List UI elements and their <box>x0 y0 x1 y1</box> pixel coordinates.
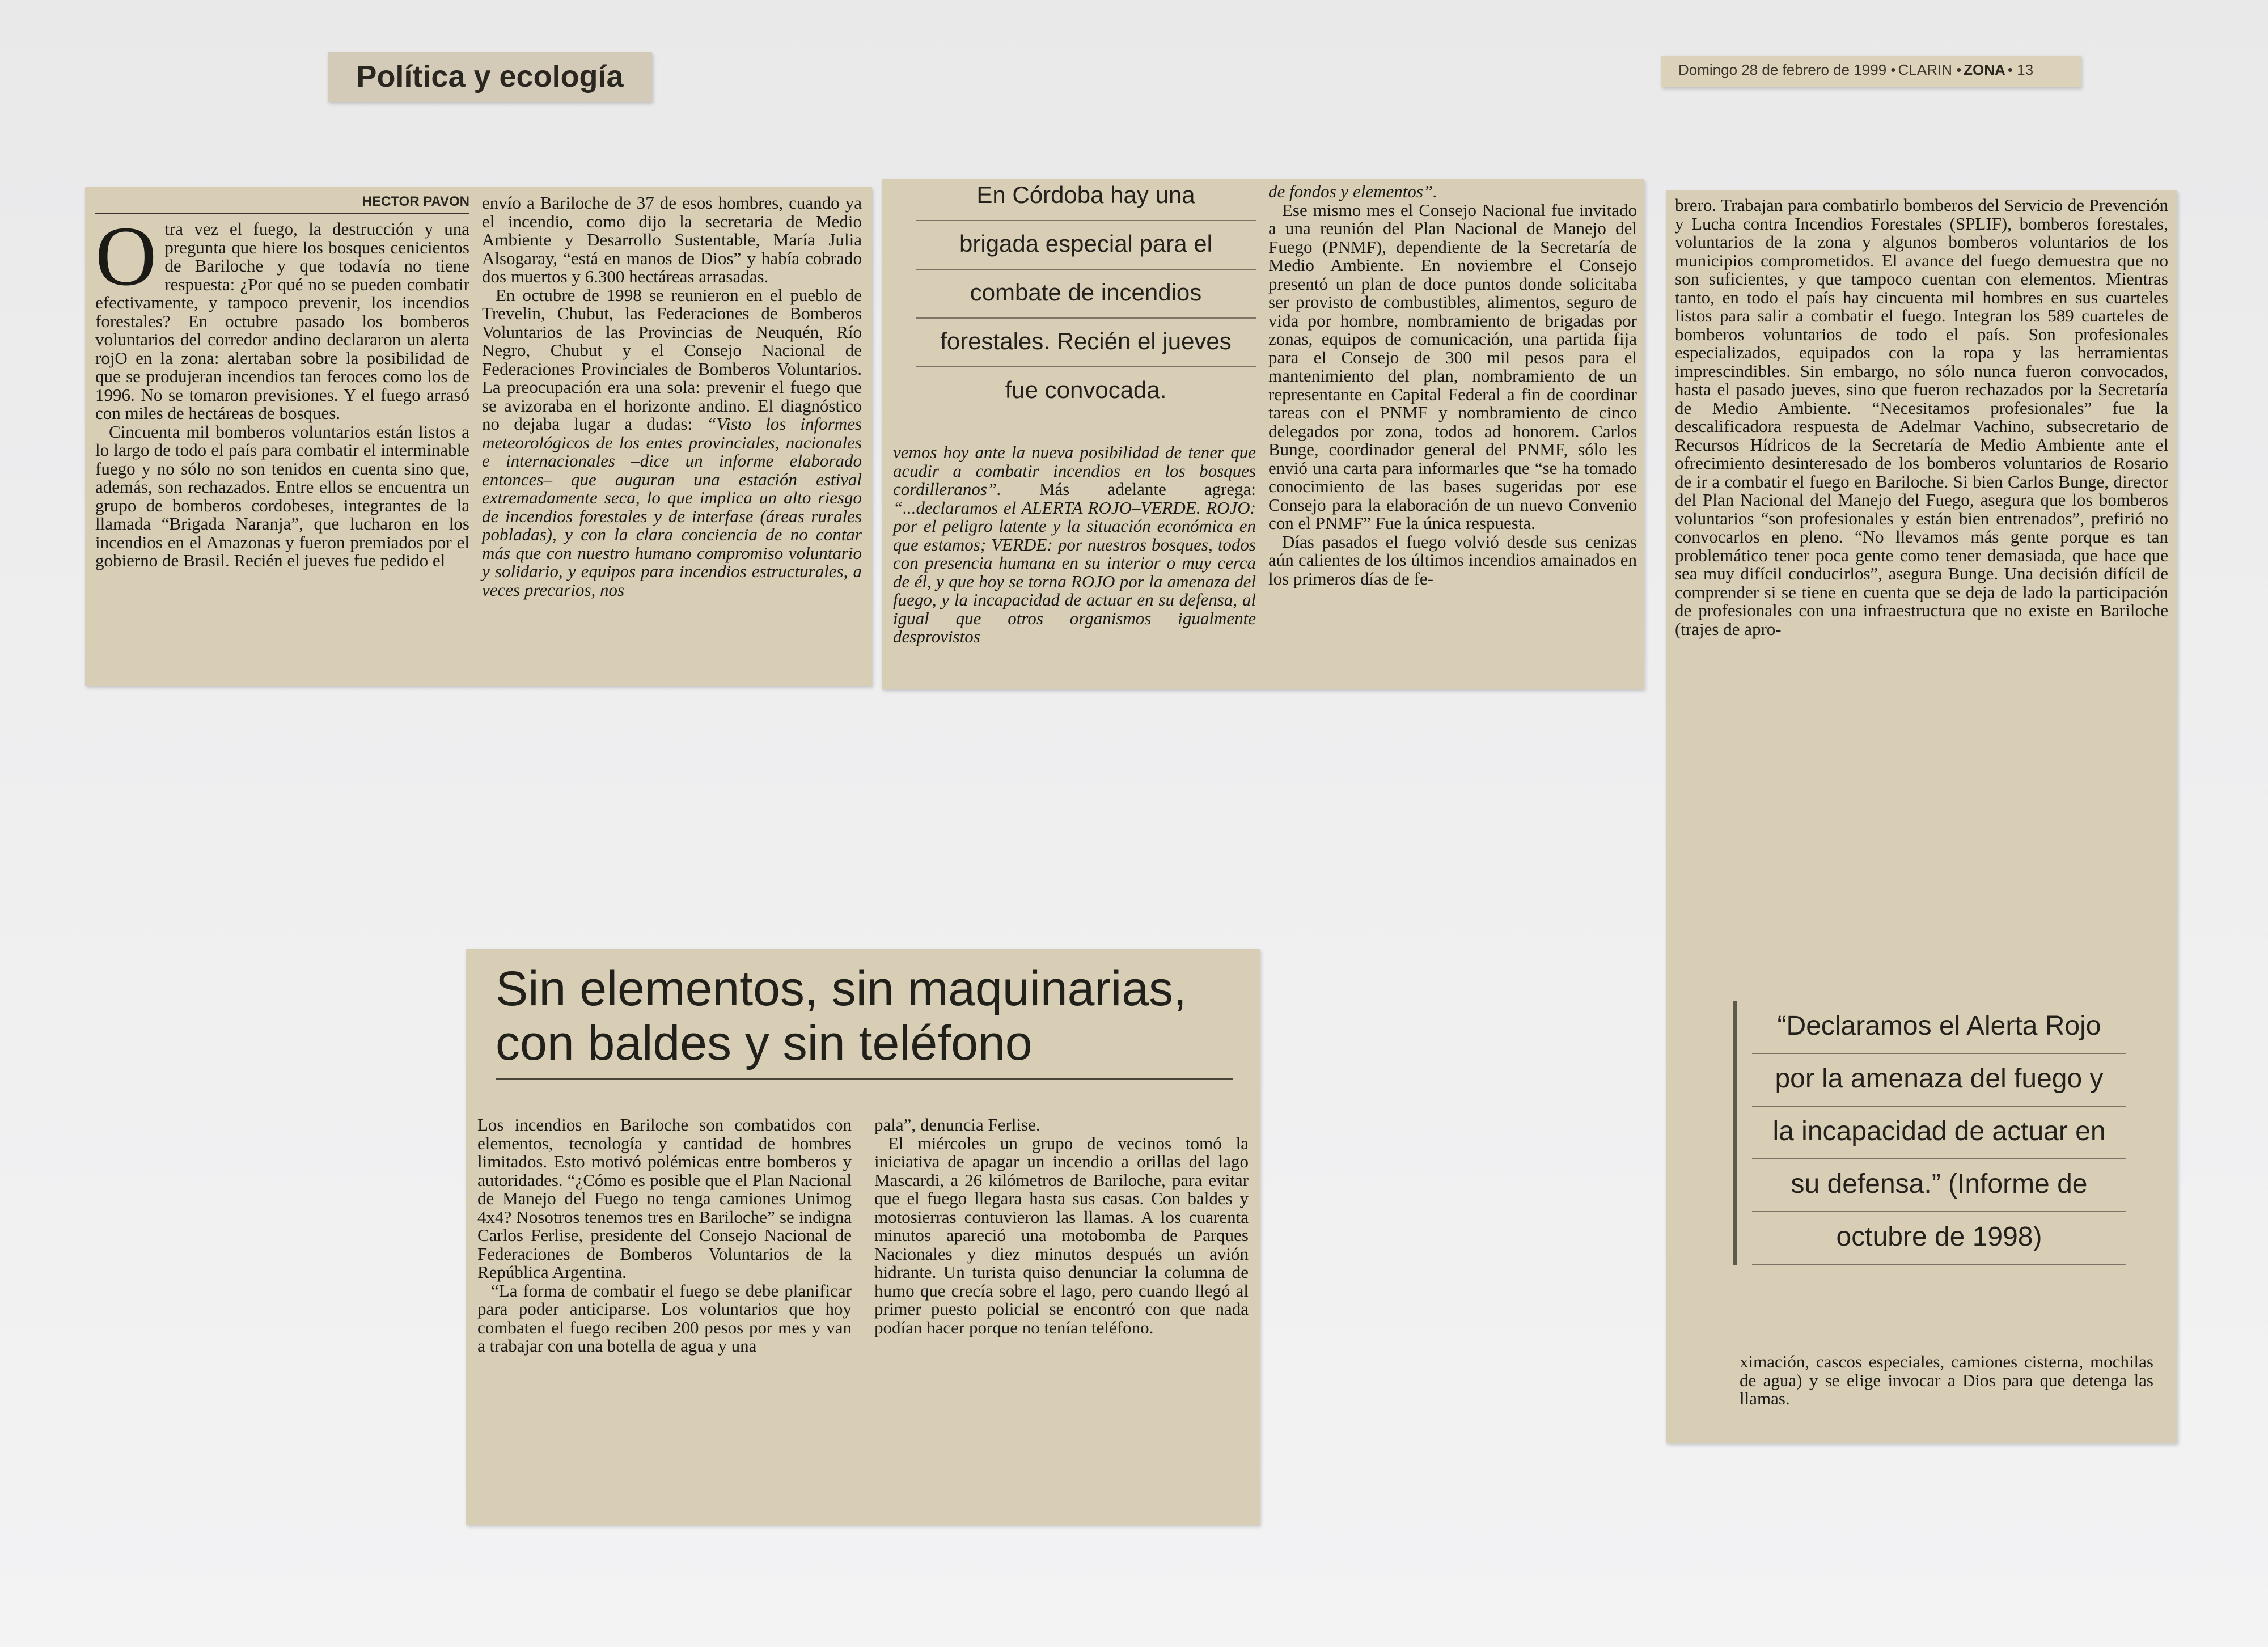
article-continued-paragraph: Ese mismo mes el Consejo Nacional fue invitado a una reunión del Plan Nacional de Manejo del Fuego (PNMF), dependiente de la Secretaría de Medio Ambiente. En noviembre el Consejo presentó un plan de doce puntos donde solicitaba ser provisto de combustibles, alimentos, seguro de vida por hombre, nombramiento de brigadas por zonas, equipos de comunicación, una partida fija para el Consejo de 300 mil pesos para el mantenimiento del plan, nombramiento de un representante en Capital Federal a fin de coordinar tareas con el PNMF y nombramiento de cinco delegados por zona, todos ad honorem. Carlos Bunge, coordinador general del PNMF, sólo les envió una carta para informarles que “se ha tomado conocimiento de las bases sugeridas por ese Consejo para la elaboración de un nuevo Convenio con el PNMF” Fue la única respuesta. <box>1268 200 1637 533</box>
folio-date: Domingo 28 de febrero de 1999 • <box>1678 61 1896 78</box>
pullquote-line: En Córdoba hay una <box>916 179 1256 221</box>
article-sidebar-paragraph: pala”, denuncia Ferlise. <box>874 1115 1040 1134</box>
article-main-paragraph: Cincuenta mil bomberos voluntarios están listos a lo largo de todo el país para combatir el interminable fuego y no sólo no son tenidos en cuenta sino que, además, son rechazados. Entre ellos se encuentra un grupo de bomberos cordobeses, integrantes de la llamada “Brigada Naranja”, que lucharon en los incendios en el Amazonas y fueron premiados por el gobierno de Brasil. Recién el jueves fue pedido el <box>95 421 469 570</box>
article-main-clip <box>85 187 872 686</box>
article-main-paragraph <box>482 286 862 600</box>
quote-line: por la amenaza del fuego y <box>1752 1054 2126 1107</box>
article-sidebar-paragraph: Los incendios en Bariloche son combatidos con elementos, tecnología y cantidad de hombres limitados. Esto motivó polémicas entre bomberos y autoridades. “¿Cómo es posible que el Plan Nacional de Manejo del Fuego no tenga camiones Unimog 4x4? Nosotros tenemos tres en Bariloche” se indigna Carlos Ferlise, presidente del Consejo Nacional de Federaciones de Bomberos Voluntarios de la República Argentina. <box>477 1115 852 1282</box>
article-main-text: En octubre de 1998 se reunieron en el pueblo de Trevelin, Chubut, las Federaciones de Bomberos Voluntarios de las Provincias de Neuquén, Río Negro, Chubut y el Consejo Nacional de Federaciones Provinciales de Bomberos Voluntarios. La preocupación era una sola: prevenir el fuego que se avizoraba en el horizonte andino. El diagnóstico no dejaba lugar a dudas: <box>482 285 862 434</box>
report-quote-text: “Visto los informes meteorológicos de los entes provinciales, nacionales e internacionales –dice un informe elaborado entonces– que auguran una estación estival extremadamente seca, lo que implica un alto riesgo de incendios forestales y de interfase (áreas rurales pobladas), y con la clara conciencia de no contar más que con nuestro humano compromiso voluntario y solidario, y equipos para incendios estructurales, a veces precarios, nos <box>482 414 862 600</box>
article-sidebar-paragraph: “La forma de combatir el fuego se debe planificar para poder anticiparse. Los voluntarios que hoy combaten el fuego reciben 200 pesos por mes y van a trabajar con una botella de agua y una <box>477 1280 852 1356</box>
quote-box <box>1733 1001 2126 1265</box>
article-sidebar-col2 <box>874 1116 1249 1337</box>
sidebar-headline <box>496 962 1233 1080</box>
article-sidebar-paragraph: El miércoles un grupo de vecinos tomó la iniciativa de apagar un incendio a orillas del lago Mascardi, a 26 kilómetros de Bariloche, para evitar que el fuego llegara hasta sus casas. Con baldes y motosierras contuvieron las llamas. A los cuarenta minutos apareció una motobomba de Parques Nacionales y diez minutos después un avión hidrante. Un turista quiso denunciar la columna de humo que crecía sobre el lago, pero cuando llegó al primer puesto policial se encontró con que nada podían hacer porque no tenían teléfono. <box>874 1133 1249 1337</box>
article-main-paragraph: envío a Bariloche de 37 de esos hombres, cuando ya el incendio, como dijo la secretaria de Medio Ambiente y Desarrollo Sustentable, María Julia Alsogaray, “está en manos de Dios” y había cobrado dos muertos y 6.300 hectáreas arrasadas. <box>482 193 862 286</box>
quote-line: su defensa.” (Informe de <box>1752 1159 2126 1212</box>
pullquote-line: forestales. Recién el jueves <box>916 319 1256 367</box>
article-main-col1 <box>95 194 469 570</box>
report-quote-text: de fondos y elementos”. <box>1268 181 1437 201</box>
folio-paper: CLARIN • <box>1898 61 1962 78</box>
section-title-clip <box>328 52 652 102</box>
headline-line: con baldes y sin teléfono <box>496 1016 1033 1070</box>
page-folio-clip <box>1661 56 2081 87</box>
article-right-bottom-text <box>1740 1353 2153 1408</box>
pullquote-line: fue convocada. <box>1005 376 1167 403</box>
quote-line: octubre de 1998) <box>1752 1212 2126 1265</box>
article-continued-paragraph <box>893 443 1256 646</box>
section-title: Política y ecología <box>356 60 624 94</box>
folio-zone: ZONA <box>1964 61 2005 78</box>
article-continued-text: Más adelante agrega: <box>1039 479 1256 499</box>
article-right-clip <box>1666 190 2177 1443</box>
article-main-paragraph: tra vez el fuego, la destrucción y una pregunta que hiere los bosques cenicientos de Bariloche y que todavía no tiene respuesta: ¿Por qué no se pueden combatir efectivamente, y tampoco prevenir, los incendios forestales? En octubre pasado los bomberos voluntarios del corredor andino declararon un alerta rojO en la zona: alertaban sobre la posibilidad de que se produjeran incendios tan feroces como los de 1996. No se tomaron previsiones. Y el fuego arrasó con miles de hectáreas de bosques. <box>95 219 469 423</box>
byline: HECTOR PAVON <box>95 194 469 214</box>
pullquote-line: brigada especial para el <box>916 221 1256 270</box>
quote-line: “Declaramos el Alerta Rojo <box>1752 1001 2126 1054</box>
article-continued-clip <box>882 179 1644 689</box>
dropcap-letter: O <box>95 209 157 303</box>
article-main-col2 <box>482 194 862 599</box>
article-sidebar-clip <box>466 949 1260 1525</box>
article-right-paragraph: ximación, cascos especiales, camiones cisterna, mochilas de agua) y se elige invocar a Dios para que detenga las llamas. <box>1740 1352 2153 1408</box>
pullquote-box <box>904 179 1267 415</box>
report-quote-text: “...declaramos el ALERTA ROJO–VERDE. ROJO: por el peligro latente y la situación económica en que estamos; VERDE: por nuestros bosques, todos con presencia humana en su interior o muy cerca de él, y que hoy se torna ROJO por la amenaza del fuego, y la incapacidad de actuar en su defensa, al igual que otros organismos igualmente desprovistos <box>893 497 1256 646</box>
article-right-top-text <box>1675 196 2168 638</box>
article-continued-paragraph: Días pasados el fuego volvió desde sus cenizas aún calientes de los últimos incendios amainados en los primeros días de fe- <box>1268 531 1637 588</box>
article-sidebar-col1 <box>477 1116 852 1356</box>
report-quote-text: vemos hoy ante la nueva posibilidad de tener que acudir a combatir incendios en los bosques cordilleranos”. <box>893 442 1256 499</box>
pullquote-line: combate de incendios <box>916 270 1256 319</box>
article-right-paragraph: brero. Trabajan para combatirlo bomberos del Servicio de Prevención y Lucha contra Incendios Forestales (SPLIF), bomberos forestales, voluntarios de la zona y algunos bomberos voluntarios de los municipios comprometidos. El avance del fuego demuestra que no son suficientes, y que tampoco cuentan con elementos. Mientras tanto, en todo el país hay cincuenta mil hombres en sus cuarteles listos para salir a combatir el fuego. Integran los 589 cuarteles de bomberos voluntarios de todo el país. Son profesionales especializados, equipados con la ropa y las herramientas imprescindibles. Sin embargo, no sólo nunca fueron convocados, hasta el pasado jueves, sino que fueron rechazados por la Secretaría de Medio Ambiente. “Necesitamos profesionales” fue la descalificadora respuesta de Adelmar Vachino, subsecretario de Recursos Hídricos de la Secretaría de Medio Ambiente ante el ofrecimiento desinteresado de los bomberos voluntarios de Rosario de ir a combatir el fuego en Bariloche. Si bien Carlos Bunge, director del Plan Nacional del Manejo del Fuego, asegura que los bomberos voluntarios “son profesionales y están bien entrenados”, prefirió no convocarlos en pleno. “No llevamos más gente porque es tan problemático tener poca gente como tener demasiada, que hace que sea muy difícil conducirlos”, asegura Bunge. Una decisión difícil de comprender si se tiene en cuenta que se deja de lado la participación de profesionales con una infraestructura que no existe en Bariloche (trajes de apro- <box>1675 195 2168 639</box>
article-continued-col2 <box>1268 183 1637 588</box>
article-continued-col1 <box>893 443 1256 646</box>
quote-line: la incapacidad de actuar en <box>1752 1107 2126 1159</box>
headline-line: Sin elementos, sin maquinarias, <box>496 962 1187 1016</box>
folio-page: • 13 <box>2007 61 2034 78</box>
